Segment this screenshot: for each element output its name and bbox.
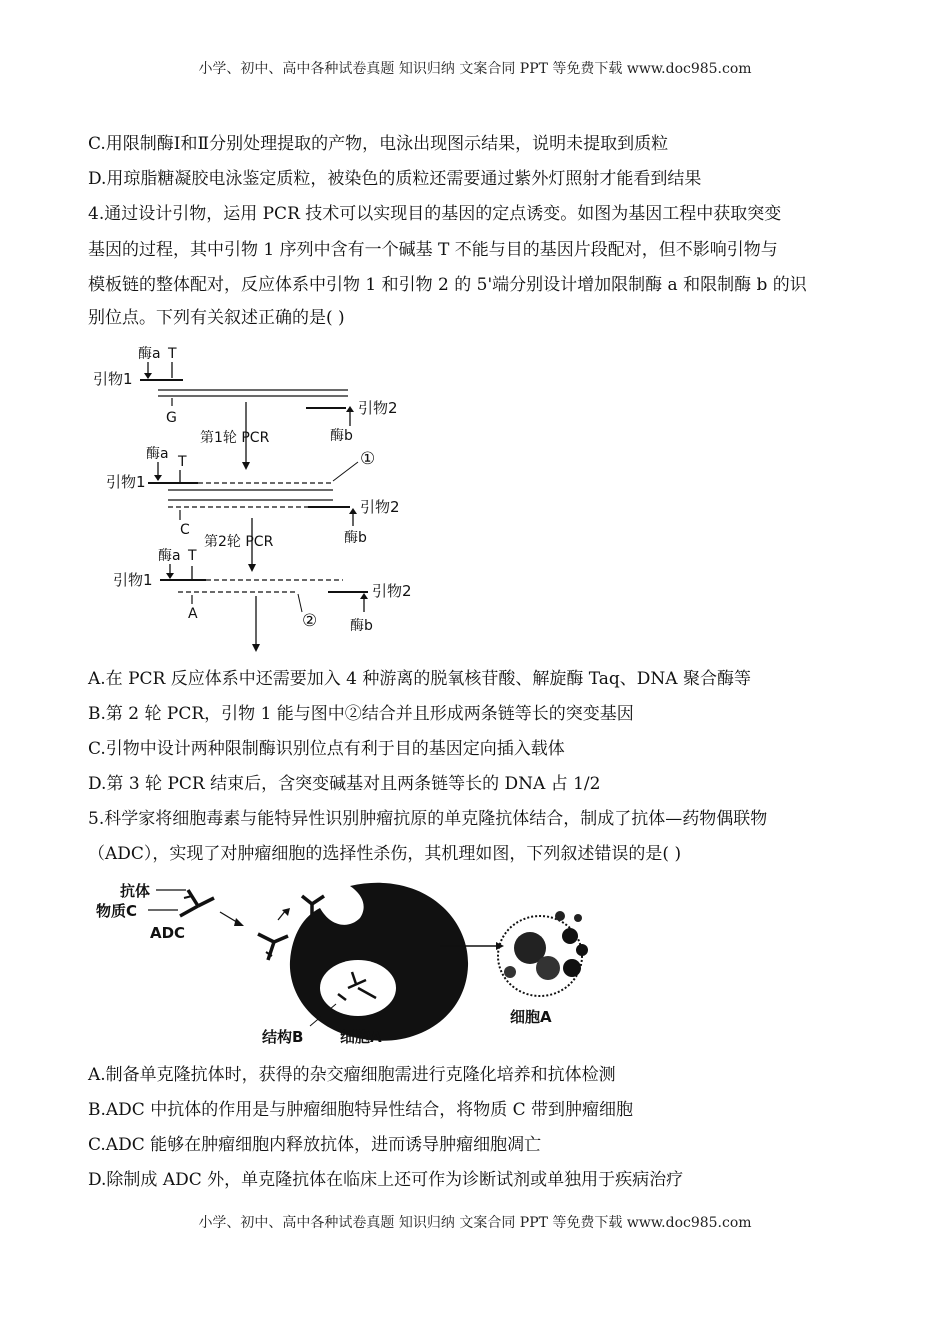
tumor-cell-a: [290, 883, 468, 1041]
arrowhead-enzyme-b-1: [346, 406, 354, 412]
arrowhead-enzyme-a-2: [154, 475, 162, 481]
mark1-label: ①: [360, 449, 376, 469]
substance-c-label: 物质C: [96, 902, 138, 920]
q5-option-c: C.ADC 能够在肿瘤细胞内释放抗体，进而诱导肿瘤细胞凋亡: [88, 1135, 542, 1155]
q5-option-a: A.制备单克隆抗体时，获得的杂交瘤细胞需进行克隆化培养和抗体检测: [88, 1065, 616, 1085]
enzyme-a-label-2: 酶a: [146, 446, 169, 462]
arrowhead-enzyme-b-2: [349, 508, 357, 514]
q4-option-c: C.引物中设计两种限制酶识别位点有利于目的基因定向插入载体: [88, 739, 565, 759]
antibody-label: 抗体: [120, 882, 151, 900]
arrowhead-enzyme-a-3: [166, 573, 174, 579]
base-c-label: C: [180, 522, 190, 538]
adc-mechanism-diagram: [90, 876, 610, 1048]
arrowhead-enzyme-b-3: [360, 593, 368, 599]
round2-label: 第2轮 PCR: [204, 534, 274, 550]
primer1-label-1: 引物1: [93, 370, 133, 388]
cell-a-label: 细胞A: [340, 1028, 382, 1046]
adc-molecule-1: [180, 890, 214, 916]
primer2-label-2: 引物2: [360, 498, 400, 516]
base-t-label-2: T: [178, 454, 187, 470]
arrowhead-round2: [248, 564, 256, 572]
q5-stem-line-1: 5.科学家将细胞毒素与能特异性识别肿瘤抗原的单克隆抗体结合，制成了抗体—药物偶联物: [88, 809, 768, 829]
round1-label: 第1轮 PCR: [200, 430, 270, 446]
q4-stem-line-3: 模板链的整体配对，反应体系中引物 1 和引物 2 的 5'端分别设计增加限制酶 a 和限制酶 b 的识: [88, 275, 807, 295]
primer2-label-3: 引物2: [372, 582, 412, 600]
q4-option-b: B.第 2 轮 PCR，引物 1 能与图中②结合并且形成两条链等长的突变基因: [88, 704, 634, 724]
q5-option-d: D.除制成 ADC 外，单克隆抗体在临床上还可作为诊断试剂或单独用于疾病治疗: [88, 1170, 684, 1190]
q3-option-c: C.用限制酶Ⅰ和Ⅱ分别处理提取的产物，电泳出现图示结果，说明未提取到质粒: [88, 134, 669, 154]
mark2-label: ②: [302, 611, 318, 631]
primer2-label-1: 引物2: [358, 399, 398, 417]
enzyme-b-label-2: 酶b: [344, 530, 367, 546]
adc-molecule-2: [258, 934, 288, 960]
enzyme-b-label-3: 酶b: [350, 618, 373, 634]
apoptotic-cell-a: [498, 911, 588, 996]
base-a-label: A: [188, 606, 198, 622]
q4-stem-line-2: 基因的过程，其中引物 1 序列中含有一个碱基 T 不能与目的基因片段配对，但不影响引物与: [88, 240, 778, 260]
q4-option-a: A.在 PCR 反应体系中还需要加入 4 种游离的脱氧核苷酸、解旋酶 Taq、DNA 聚合酶等: [88, 669, 751, 689]
arrowhead-adc-1: [234, 918, 244, 926]
q3-option-d: D.用琼脂糖凝胶电泳鉴定质粒，被染色的质粒还需要通过紫外灯照射才能看到结果: [88, 169, 702, 189]
mark2-pointer: [298, 594, 302, 612]
page-header: 小学、初中、高中各种试卷真题 知识归纳 文案合同 PPT 等免费下载 www.doc985.com: [198, 61, 752, 77]
structure-b-label: 结构B: [262, 1028, 304, 1046]
arrowhead-round3: [252, 644, 260, 652]
arrowhead-adc-2: [282, 908, 290, 916]
q5-stem-line-2: （ADC），实现了对肿瘤细胞的选择性杀伤，其机理如图，下列叙述错误的是( ): [88, 844, 682, 864]
arrowhead-enzyme-a-1: [144, 373, 152, 379]
base-g-label: G: [166, 410, 177, 426]
cell-a-dead-label: 细胞A: [510, 1008, 552, 1026]
q5-option-b: B.ADC 中抗体的作用是与肿瘤细胞特异性结合，将物质 C 带到肿瘤细胞: [88, 1100, 634, 1120]
enzyme-a-label-1: 酶a: [138, 346, 161, 362]
enzyme-b-label-1: 酶b: [330, 428, 353, 444]
arrowhead-round1: [242, 462, 250, 470]
mark1-pointer: [333, 462, 358, 481]
primer1-label-3: 引物1: [113, 571, 153, 589]
adc-label: ADC: [150, 924, 186, 942]
page-footer: 小学、初中、高中各种试卷真题 知识归纳 文案合同 PPT 等免费下载 www.doc985.com: [198, 1215, 752, 1231]
pcr-mutagenesis-diagram: [88, 340, 428, 660]
base-t-label-3: T: [188, 548, 197, 564]
base-t-label-1: T: [168, 346, 177, 362]
q4-stem-line-1: 4.通过设计引物，运用 PCR 技术可以实现目的基因的定点诱变。如图为基因工程中获取突变: [88, 204, 782, 224]
enzyme-a-label-3: 酶a: [158, 548, 181, 564]
q4-stem-line-4: 别位点。下列有关叙述正确的是( ): [88, 308, 345, 328]
primer1-label-2: 引物1: [106, 473, 146, 491]
q4-option-d: D.第 3 轮 PCR 结束后，含突变碱基对且两条链等长的 DNA 占 1/2: [88, 774, 601, 794]
